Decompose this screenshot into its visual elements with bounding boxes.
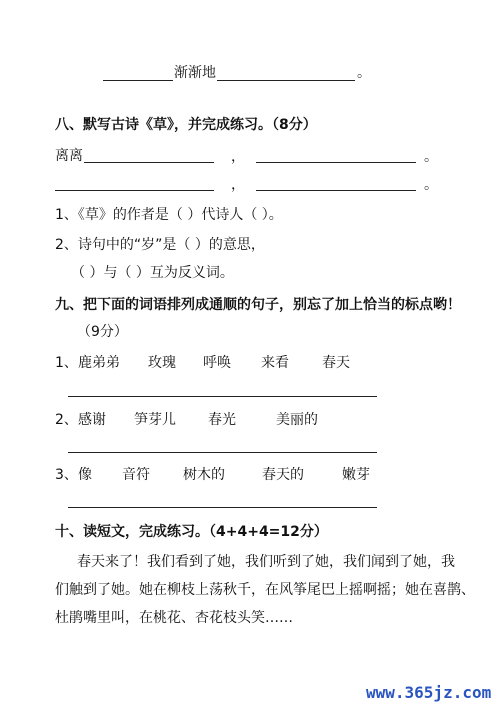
answer-blank[interactable] — [103, 80, 173, 81]
sentence-blank[interactable] — [68, 452, 377, 453]
q9-word: 玫瑰 — [148, 355, 176, 371]
passage-line: 杜鹃嘴里叫，在桃花、杏花枝头笑…… — [55, 610, 293, 626]
q9-word: 像 — [78, 467, 92, 483]
line0-text: 渐渐地 — [174, 65, 216, 81]
q9-word: 美丽的 — [276, 412, 318, 428]
sentence-blank[interactable] — [68, 507, 377, 508]
q8-item1: 1、《草》的作者是（ ）代诗人（ ）。 — [55, 207, 283, 223]
q9-score: （9分） — [77, 324, 128, 340]
poem-comma: ， — [231, 149, 245, 165]
poem-blank[interactable] — [256, 162, 416, 163]
q9-word: 感谢 — [78, 412, 106, 428]
passage-line: 们触到了她。她在柳枝上荡秋千，在风筝尾巴上摇啊摇；她在喜鹊、 — [55, 582, 475, 598]
answer-blank[interactable] — [217, 80, 355, 81]
poem-period: 。 — [424, 177, 438, 193]
q9-word: 春天的 — [262, 467, 304, 483]
poem-blank[interactable] — [256, 190, 416, 191]
q9-word: 呼唤 — [203, 355, 231, 371]
watermark: www.365jz.com — [366, 683, 492, 702]
q9-word: 春光 — [208, 412, 236, 428]
sentence-blank[interactable] — [68, 396, 377, 397]
q9-word: 树木的 — [183, 467, 225, 483]
q8-item2b: （ ）与（ ）互为反义词。 — [71, 265, 234, 281]
q8-heading: 八、默写古诗《草》，并完成练习。（8分） — [55, 117, 317, 133]
passage-line: 春天来了！我们看到了她，我们听到了她，我们闻到了她，我 — [77, 554, 455, 570]
poem-start: 离离 — [55, 148, 83, 164]
q9-row-num: 1、 — [55, 355, 78, 371]
q9-word: 春天 — [322, 355, 350, 371]
q9-heading: 九、把下面的词语排列成通顺的句子，别忘了加上恰当的标点哟！ — [55, 297, 461, 313]
poem-blank[interactable] — [84, 162, 214, 163]
poem-period: 。 — [424, 149, 438, 165]
q9-word: 鹿弟弟 — [78, 355, 120, 371]
q9-word: 笋芽儿 — [134, 412, 176, 428]
q9-word: 音符 — [122, 467, 150, 483]
q9-row-num: 3、 — [55, 467, 78, 483]
q9-word: 嫩芽 — [342, 467, 370, 483]
poem-blank[interactable] — [55, 190, 214, 191]
q10-heading: 十、读短文，完成练习。（4+4+4=12分） — [55, 524, 328, 540]
line0-end: 。 — [357, 65, 371, 81]
q9-row-num: 2、 — [55, 412, 78, 428]
q9-word: 来看 — [261, 355, 289, 371]
q8-item2: 2、诗句中的“岁”是（ ）的意思， — [55, 237, 265, 253]
poem-comma: ， — [231, 177, 245, 193]
